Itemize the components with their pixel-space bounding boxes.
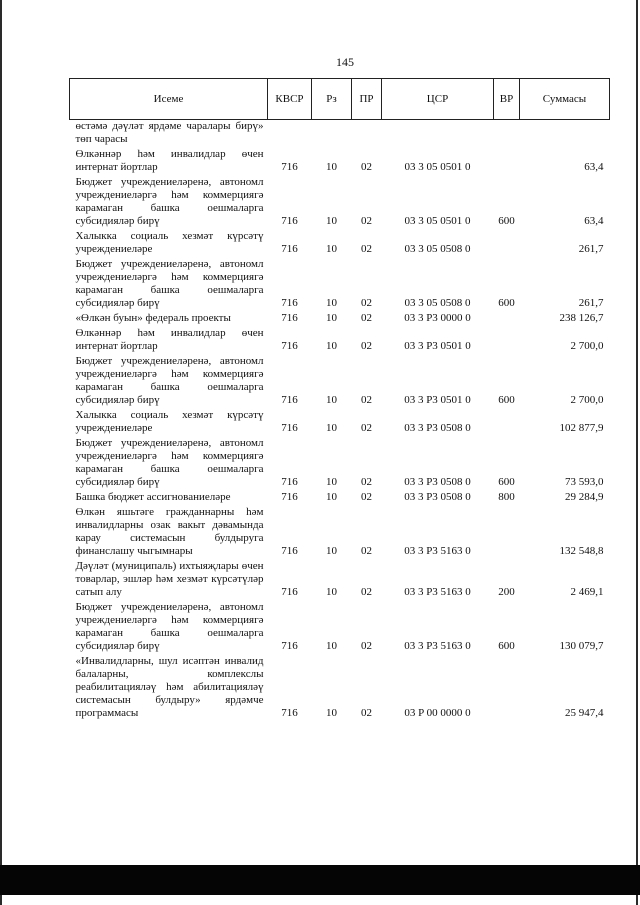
- row-csr-cell: 03 3 05 0501 0: [404, 215, 471, 227]
- row-csr-cell: 03 3 05 0508 0: [404, 297, 471, 309]
- row-csr-cell: 03 3 P3 0501 0: [404, 340, 471, 352]
- table-body: [70, 120, 610, 722]
- row-csr-cell: 03 3 P3 0000 0: [404, 312, 471, 324]
- row-sum-cell: 2 700,0: [570, 394, 604, 406]
- row-kvsr-cell: 716: [281, 161, 298, 173]
- row-pr-cell: 02: [361, 545, 372, 557]
- table-row: [70, 600, 610, 654]
- row-csr-cell: 03 P 00 0000 0: [404, 707, 471, 719]
- row-vr-cell: 600: [498, 215, 515, 227]
- row-csr-cell: 03 3 P3 5163 0: [404, 640, 471, 652]
- header-rz: Рз: [312, 79, 352, 120]
- row-sum-cell: 63,4: [584, 215, 604, 227]
- row-kvsr-cell: 716: [281, 243, 298, 255]
- row-name-cell: Халыкка социаль хезмәт күрсәтү учреждениеләре: [75, 409, 264, 434]
- row-name-cell: Халыкка социаль хезмәт күрсәтү учреждениеләре: [75, 230, 264, 255]
- row-rz-cell: 10: [326, 312, 337, 324]
- page-number: 145: [336, 55, 354, 69]
- row-kvsr-cell: 716: [281, 297, 298, 309]
- row-rz-cell: 10: [326, 215, 337, 227]
- row-rz-cell: 10: [326, 476, 337, 488]
- row-name-cell: Бюджет учреждениеләренә, автономл учреждениеләргә һәм коммерциягә карамаган башка оешмаларга субсидияләр бирү: [75, 176, 264, 227]
- table-row: [70, 505, 610, 559]
- header-kvsr: КВСР: [268, 79, 312, 120]
- row-rz-cell: 10: [326, 161, 337, 173]
- row-pr-cell: 02: [361, 707, 372, 719]
- table-row: [70, 490, 610, 505]
- row-sum-cell: 2 469,1: [570, 586, 604, 598]
- row-kvsr-cell: 716: [281, 215, 298, 227]
- row-vr-cell: 600: [498, 394, 515, 406]
- row-kvsr-cell: 716: [281, 476, 298, 488]
- table-row: [70, 559, 610, 600]
- row-name-cell: «Инвалидларны, шул исәптән инвалид балаларны, комплекслы реабилитацияләү һәм абилитацияләү системасын булдыру» ярдәмче программасы: [75, 655, 264, 719]
- budget-table: [69, 78, 610, 721]
- row-name-cell: Башка бюджет ассигнованиеләре: [75, 491, 231, 503]
- row-name-cell: Бюджет учреждениеләренә, автономл учреждениеләргә һәм коммерциягә карамаган башка оешмаларга субсидияләр бирү: [75, 258, 264, 309]
- row-kvsr-cell: 716: [281, 640, 298, 652]
- table-row: [70, 436, 610, 490]
- table-row: [70, 147, 610, 175]
- row-name-cell: өстәмә дәүләт ярдәме чаралары бирү» төп чарасы: [75, 120, 264, 145]
- row-vr-cell: 800: [498, 491, 515, 503]
- row-vr-cell: 600: [498, 640, 515, 652]
- row-csr-cell: 03 3 P3 0508 0: [404, 422, 471, 434]
- table-row: [70, 229, 610, 257]
- row-kvsr-cell: 716: [281, 707, 298, 719]
- row-rz-cell: 10: [326, 545, 337, 557]
- row-sum-cell: 238 126,7: [559, 312, 604, 324]
- row-pr-cell: [352, 120, 382, 148]
- row-csr-cell: 03 3 P3 0508 0: [404, 476, 471, 488]
- row-rz-cell: [312, 120, 352, 148]
- row-name-cell: Дәүләт (муниципаль) ихтыяҗлары өчен товарлар, эшләр һәм хезмәт күрсәтүләр сатып алу: [75, 560, 264, 598]
- row-vr-cell: [494, 229, 520, 257]
- row-sum-cell: 25 947,4: [565, 707, 604, 719]
- header-pr: ПР: [352, 79, 382, 120]
- row-csr-cell: [382, 120, 494, 148]
- header-vr: ВР: [494, 79, 520, 120]
- row-pr-cell: 02: [361, 476, 372, 488]
- row-sum-cell: 132 548,8: [559, 545, 604, 557]
- row-pr-cell: 02: [361, 586, 372, 598]
- row-sum-cell: 73 593,0: [565, 476, 604, 488]
- row-pr-cell: 02: [361, 297, 372, 309]
- row-kvsr-cell: 716: [281, 340, 298, 352]
- scan-edge-left: [0, 0, 2, 905]
- row-kvsr-cell: 716: [281, 422, 298, 434]
- row-vr-cell: [494, 120, 520, 148]
- row-kvsr-cell: 716: [281, 545, 298, 557]
- row-vr-cell: [494, 654, 520, 721]
- row-pr-cell: 02: [361, 640, 372, 652]
- scan-bottom-bar: [0, 865, 640, 895]
- row-rz-cell: 10: [326, 640, 337, 652]
- header-csr: ЦСР: [382, 79, 494, 120]
- row-rz-cell: 10: [326, 394, 337, 406]
- row-rz-cell: 10: [326, 243, 337, 255]
- row-pr-cell: 02: [361, 312, 372, 324]
- table-row: [70, 120, 610, 148]
- table-row: [70, 311, 610, 326]
- row-name-cell: Өлкәннәр һәм инвалидлар өчен интернат йортлар: [75, 148, 264, 173]
- row-rz-cell: 10: [326, 491, 337, 503]
- row-sum-cell: 261,7: [578, 243, 604, 255]
- row-sum-cell: [520, 120, 610, 148]
- scan-edge-right: [636, 0, 638, 905]
- row-vr-cell: [494, 326, 520, 354]
- row-vr-cell: 600: [498, 476, 515, 488]
- row-kvsr-cell: [268, 120, 312, 148]
- table-row: [70, 257, 610, 311]
- row-rz-cell: 10: [326, 422, 337, 434]
- row-pr-cell: 02: [361, 394, 372, 406]
- row-name-cell: Өлкән яшьтәге гражданнарны һәм инвалидларны озак вакыт дәвамында карау системасын булдыруга финанслашу чыгымнары: [75, 506, 264, 557]
- row-pr-cell: 02: [361, 491, 372, 503]
- row-rz-cell: 10: [326, 707, 337, 719]
- row-vr-cell: 600: [498, 297, 515, 309]
- row-csr-cell: 03 3 P3 5163 0: [404, 586, 471, 598]
- row-pr-cell: 02: [361, 215, 372, 227]
- row-pr-cell: 02: [361, 161, 372, 173]
- row-vr-cell: [494, 311, 520, 326]
- row-kvsr-cell: 716: [281, 394, 298, 406]
- row-vr-cell: [494, 408, 520, 436]
- row-rz-cell: 10: [326, 297, 337, 309]
- table-row: [70, 354, 610, 408]
- row-sum-cell: 261,7: [578, 297, 604, 309]
- row-kvsr-cell: 716: [281, 586, 298, 598]
- row-rz-cell: 10: [326, 586, 337, 598]
- row-name-cell: Өлкәннәр һәм инвалидлар өчен интернат йортлар: [75, 327, 264, 352]
- row-pr-cell: 02: [361, 340, 372, 352]
- row-csr-cell: 03 3 P3 5163 0: [404, 545, 471, 557]
- row-csr-cell: 03 3 P3 0508 0: [404, 491, 471, 503]
- row-pr-cell: 02: [361, 243, 372, 255]
- row-sum-cell: 102 877,9: [559, 422, 604, 434]
- row-kvsr-cell: 716: [281, 312, 298, 324]
- row-vr-cell: 200: [498, 586, 515, 598]
- table-row: [70, 326, 610, 354]
- row-pr-cell: 02: [361, 422, 372, 434]
- row-name-cell: Бюджет учреждениеләренә, автономл учреждениеләргә һәм коммерциягә карамаган башка оешмаларга субсидияләр бирү: [75, 601, 264, 652]
- row-kvsr-cell: 716: [281, 491, 298, 503]
- row-sum-cell: 63,4: [584, 161, 604, 173]
- row-csr-cell: 03 3 P3 0501 0: [404, 394, 471, 406]
- row-vr-cell: [494, 505, 520, 559]
- row-rz-cell: 10: [326, 340, 337, 352]
- row-csr-cell: 03 3 05 0501 0: [404, 161, 471, 173]
- row-csr-cell: 03 3 05 0508 0: [404, 243, 471, 255]
- row-name-cell: Бюджет учреждениеләренә, автономл учреждениеләргә һәм коммерциягә карамаган башка оешмаларга субсидияләр бирү: [75, 437, 264, 488]
- table-row: [70, 408, 610, 436]
- row-sum-cell: 130 079,7: [559, 640, 604, 652]
- row-name-cell: «Өлкән буын» федераль проекты: [75, 312, 231, 324]
- table-row: [70, 654, 610, 721]
- table-header-row: [70, 79, 610, 120]
- table-row: [70, 175, 610, 229]
- row-vr-cell: [494, 147, 520, 175]
- row-sum-cell: 2 700,0: [570, 340, 604, 352]
- row-sum-cell: 29 284,9: [565, 491, 604, 503]
- header-name: Исеме: [70, 79, 268, 120]
- header-sum: Суммасы: [520, 79, 610, 120]
- row-name-cell: Бюджет учреждениеләренә, автономл учреждениеләргә һәм коммерциягә карамаган башка оешмаларга субсидияләр бирү: [75, 355, 264, 406]
